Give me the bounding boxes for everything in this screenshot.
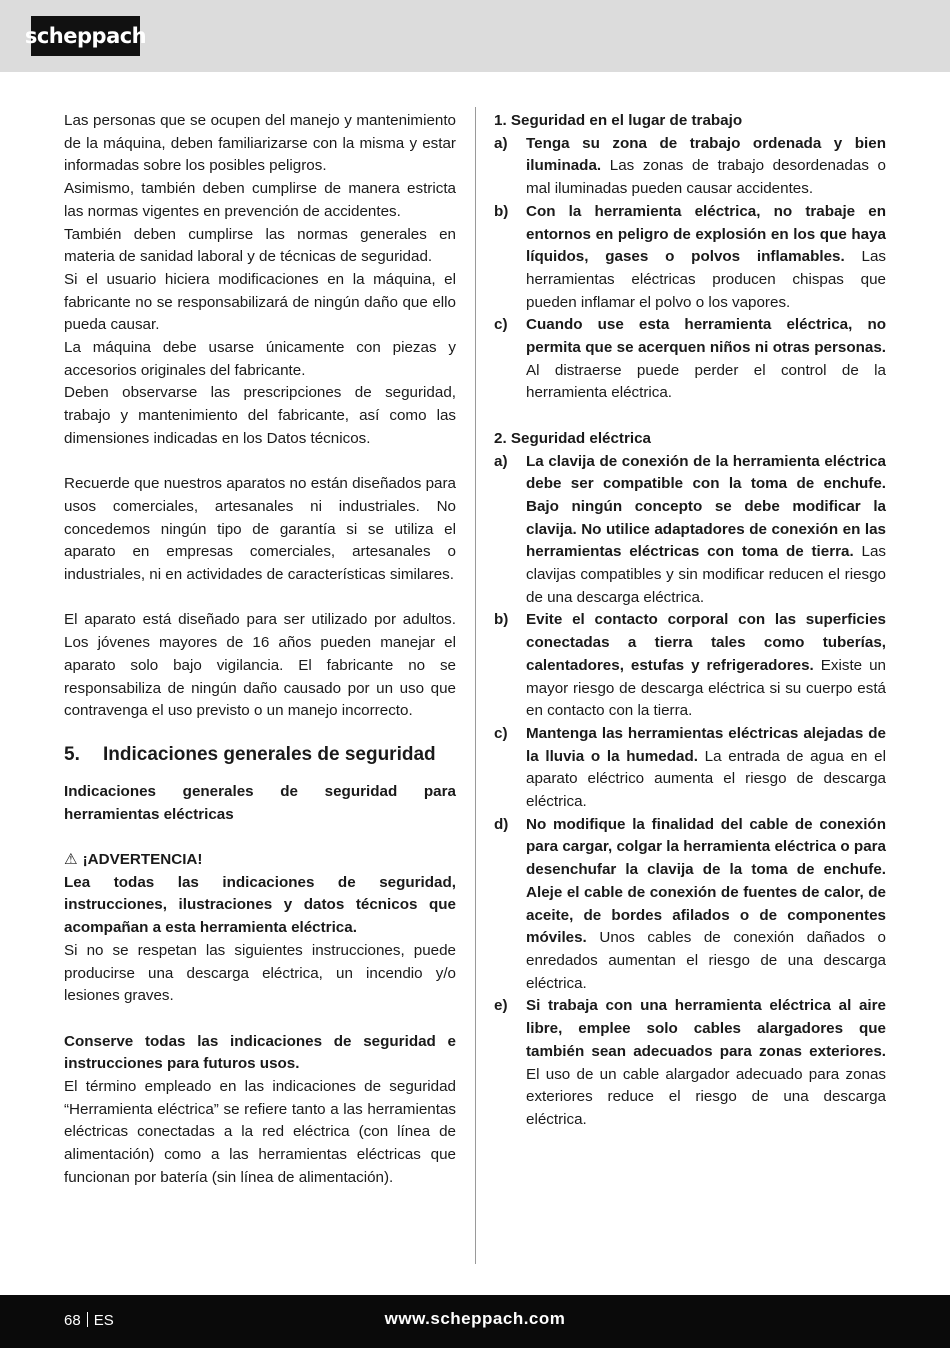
item-letter: e) bbox=[494, 997, 508, 1015]
warning-title: ¡ADVERTENCIA! bbox=[82, 851, 203, 869]
paragraph: Deben observarse las prescripciones de seguridad, trabajo y mantenimiento del fabricante, así como las dimensiones indicadas en los Datos técnicos. bbox=[64, 384, 456, 447]
item-letter: a) bbox=[494, 452, 508, 470]
paragraph: También deben cumplirse las normas generales en materia de sanidad laboral y de técnicas de seguridad. bbox=[64, 225, 456, 266]
warning-heading bbox=[64, 849, 456, 872]
item-letter: b) bbox=[494, 202, 509, 220]
right-column bbox=[494, 110, 886, 1132]
warning-text: Si no se respetan las siguientes instrucciones, puede producirse una descarga eléctrica, un incendio y/o lesiones graves. bbox=[64, 941, 456, 1005]
left-column bbox=[64, 110, 456, 1190]
item-bold: Tenga su zona de trabajo ordenada y bien iluminada. bbox=[526, 134, 886, 175]
subsection-title: 2. Seguridad eléctrica bbox=[494, 429, 652, 447]
item-bold: Mantenga las herramientas eléctricas alejadas de la lluvia o la humedad. bbox=[526, 724, 886, 765]
paragraph: Recuerde que nuestros aparatos no están diseñados para usos comerciales, artesanales ni industriales. No concedemos ningún tipo de garantía si se utiliza el aparato en empresas comerciales, artesanales o industriales, ni en actividades de características similares. bbox=[64, 475, 456, 584]
item-bold: No modifique la finalidad del cable de conexión para cargar, colgar la herramienta eléctrica o para desenchufar la clavija de la toma de enchufe. Aleje el cable de conexión de fuentes de calor, de aceite, de bordes afilados o de componentes móviles. bbox=[526, 815, 886, 947]
warning-triangle-icon: ⚠ bbox=[64, 851, 78, 869]
list-item bbox=[494, 201, 886, 315]
item-text: Las clavijas compatibles y sin modificar reducen el riesgo de una descarga eléctrica. bbox=[526, 543, 886, 606]
subheading: Indicaciones generales de seguridad para herramientas eléctricas bbox=[64, 782, 456, 823]
language-code: ES bbox=[93, 1312, 114, 1329]
item-text: Las zonas de trabajo desordenadas o mal iluminadas pueden causar accidentes. bbox=[526, 157, 886, 198]
section-number: 5. bbox=[64, 743, 80, 765]
section-heading bbox=[64, 743, 456, 767]
website-link[interactable]: www.scheppach.com bbox=[384, 1309, 566, 1328]
list-item bbox=[494, 814, 886, 996]
item-text: La entrada de agua en el aparato eléctrico aumenta el riesgo de descarga eléctrica. bbox=[526, 747, 886, 811]
list-item bbox=[494, 995, 886, 1131]
paragraph: El aparato está diseñado para ser utilizado por adultos. Los jóvenes mayores de 16 años pueden manejar el aparato solo bajo vigilancia. El fabricante no se responsabiliza de ningún daño causado por un uso que contravenga el uso previsto o un manejo incorrecto. bbox=[64, 611, 456, 720]
item-letter: c) bbox=[494, 724, 508, 742]
list-item bbox=[494, 314, 886, 405]
column-divider bbox=[475, 107, 476, 1264]
section-title: Indicaciones generales de seguridad bbox=[103, 743, 436, 765]
list-item bbox=[494, 133, 886, 201]
item-letter: c) bbox=[494, 316, 508, 334]
list-item bbox=[494, 451, 886, 610]
paragraph: Las personas que se ocupen del manejo y mantenimiento de la máquina, deben familiarizarse con la misma y estar informadas sobre los posibles peligros. bbox=[64, 112, 456, 175]
item-text: Unos cables de conexión dañados o enredados aumentan el riesgo de una descarga eléctrica. bbox=[526, 929, 886, 992]
page-number: 68 bbox=[64, 1312, 81, 1329]
item-letter: d) bbox=[494, 815, 509, 833]
header-band bbox=[0, 0, 950, 72]
item-text: Al distraerse puede perder el control de la herramienta eléctrica. bbox=[526, 361, 886, 402]
item-bold: Si trabaja con una herramienta eléctrica al aire libre, emplee solo cables alargadores que también sean adecuados para zonas exteriores. bbox=[526, 997, 886, 1060]
item-text: Existe un mayor riesgo de descarga eléctrica si su cuerpo está en contacto con la tierra. bbox=[526, 656, 886, 720]
list-item bbox=[494, 723, 886, 814]
item-letter: b) bbox=[494, 611, 509, 629]
brand-logo: scheppach bbox=[31, 16, 140, 56]
item-bold: La clavija de conexión de la herramienta eléctrica debe ser compatible con la toma de enchufe. Bajo ningún concepto se debe modificar la clavija. No utilice adaptadores de conexión en las herramientas eléctricas con toma de tierra. bbox=[526, 452, 886, 561]
item-letter: a) bbox=[494, 134, 508, 152]
paragraph: La máquina debe usarse únicamente con piezas y accesorios originales del fabricante. bbox=[64, 339, 456, 379]
warning-bold-text: Lea todas las indicaciones de seguridad, instrucciones, ilustraciones y datos técnicos que acompañan a esta herramienta eléctrica. bbox=[64, 873, 456, 937]
item-bold: Cuando use esta herramienta eléctrica, no permita que se acerquen niños ni otras personas. bbox=[526, 316, 886, 357]
paragraph: Asimismo, también deben cumplirse de manera estricta las normas vigentes en prevención de accidentes. bbox=[64, 180, 456, 220]
item-bold: Evite el contacto corporal con las superficies conectadas a tierra tales como tuberías, calentadores, estufas y refrigeradores. bbox=[526, 611, 886, 674]
subsection-title: 1. Seguridad en el lugar de trabajo bbox=[494, 112, 743, 129]
item-bold: Con la herramienta eléctrica, no trabaje en entornos en peligro de explosión en los que haya líquidos, gases o polvos inflamables. bbox=[526, 202, 886, 266]
term-text: El término empleado en las indicaciones de seguridad “Herramienta eléctrica” se refiere tanto a las herramientas eléctricas conectadas a la red eléctrica (con línea de alimentación) como a las herramientas eléctricas que funcionan por batería (sin línea de alimentación). bbox=[64, 1078, 456, 1186]
paragraph: Si el usuario hiciera modificaciones en la máquina, el fabricante no se responsabilizará de ningún daño que ello pueda causar. bbox=[64, 270, 456, 334]
conserve-text: Conserve todas las indicaciones de seguridad e instrucciones para futuros usos. bbox=[64, 1032, 456, 1073]
list-item bbox=[494, 609, 886, 723]
item-text: Las herramientas eléctricas producen chispas que pueden inflamar el polvo o los vapores. bbox=[526, 248, 886, 311]
item-text: El uso de un cable alargador adecuado para zonas exteriores reduce el riesgo de una descarga eléctrica. bbox=[526, 1065, 886, 1128]
footer-band bbox=[0, 1295, 950, 1348]
